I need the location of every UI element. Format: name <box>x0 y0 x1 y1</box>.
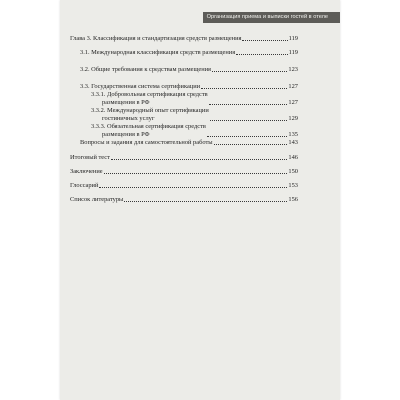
toc-page-number: 127 <box>288 99 298 106</box>
toc-leader-dots <box>201 88 287 89</box>
toc-entry-questions <box>70 139 298 147</box>
toc-page-number: 119 <box>288 35 298 42</box>
toc-leader-dots <box>214 144 288 145</box>
table-of-contents <box>70 35 298 204</box>
toc-entry-glossary <box>70 182 298 190</box>
toc-entry-text: 3.2. Общие требования к средствам размещения <box>80 66 211 73</box>
toc-leader-dots <box>236 54 287 55</box>
toc-page-number: 156 <box>288 196 298 203</box>
toc-page-number: 150 <box>288 168 298 175</box>
toc-entry-text: Заключение <box>70 168 103 175</box>
toc-page-number: 123 <box>288 66 298 73</box>
toc-entry-conclusion <box>70 168 298 176</box>
toc-leader-dots <box>111 159 287 160</box>
toc-entry-section-3-2 <box>70 66 298 74</box>
toc-entry-text-continued: гостиничных услуг <box>102 115 155 122</box>
toc-entry-subsection-3-3-1 <box>70 91 298 107</box>
toc-entry-text: 3.3.2. Международный опыт сертификации <box>91 107 209 114</box>
toc-page-number: 129 <box>288 115 298 122</box>
toc-page-number: 127 <box>288 83 298 90</box>
toc-leader-dots <box>124 201 287 202</box>
toc-entry-subsection-3-3-3 <box>70 123 298 139</box>
toc-entry-chapter-3 <box>70 35 298 43</box>
toc-leader-dots <box>212 71 287 72</box>
toc-entry-text: 3.3.1. Добровольная сертификация средств <box>91 91 208 98</box>
toc-page-number: 143 <box>288 139 298 146</box>
toc-page-number: 135 <box>288 131 298 138</box>
book-page <box>60 0 340 400</box>
toc-entry-text: Глава 3. Классификация и стандартизация средств размещения <box>70 35 242 42</box>
toc-page-number: 146 <box>288 154 298 161</box>
toc-leader-dots <box>104 173 288 174</box>
toc-entry-section-3-1 <box>70 49 298 57</box>
toc-entry-text-continued: размещения в РФ <box>102 99 150 106</box>
toc-leader-dots <box>207 136 288 137</box>
toc-entry-text: Глоссарий <box>70 182 99 189</box>
toc-leader-dots <box>99 187 287 188</box>
toc-entry-references <box>70 196 298 204</box>
toc-leader-dots <box>209 104 288 105</box>
toc-entry-text: Вопросы и задания для самостоятельной работы <box>80 139 213 146</box>
toc-entry-text: Список литературы <box>70 196 124 203</box>
toc-entry-final-test <box>70 154 298 162</box>
toc-entry-text: Итоговый тест <box>70 154 110 161</box>
running-header: Организация приема и выписки гостей в отеле <box>203 12 340 23</box>
toc-entry-text: 3.1. Международная классификация средств размещения <box>80 49 236 56</box>
toc-page-number: 119 <box>288 49 298 56</box>
toc-page-number: 153 <box>288 182 298 189</box>
toc-entry-text: 3.3.3. Обязательная сертификация средств <box>91 123 206 130</box>
toc-leader-dots <box>210 120 288 121</box>
toc-leader-dots <box>242 40 287 41</box>
toc-entry-subsection-3-3-2 <box>70 107 298 123</box>
toc-entry-section-3-3 <box>70 83 298 91</box>
toc-entry-text-continued: размещения в РФ <box>102 131 150 138</box>
toc-entry-text: 3.3. Государственная система сертификации <box>80 83 201 90</box>
